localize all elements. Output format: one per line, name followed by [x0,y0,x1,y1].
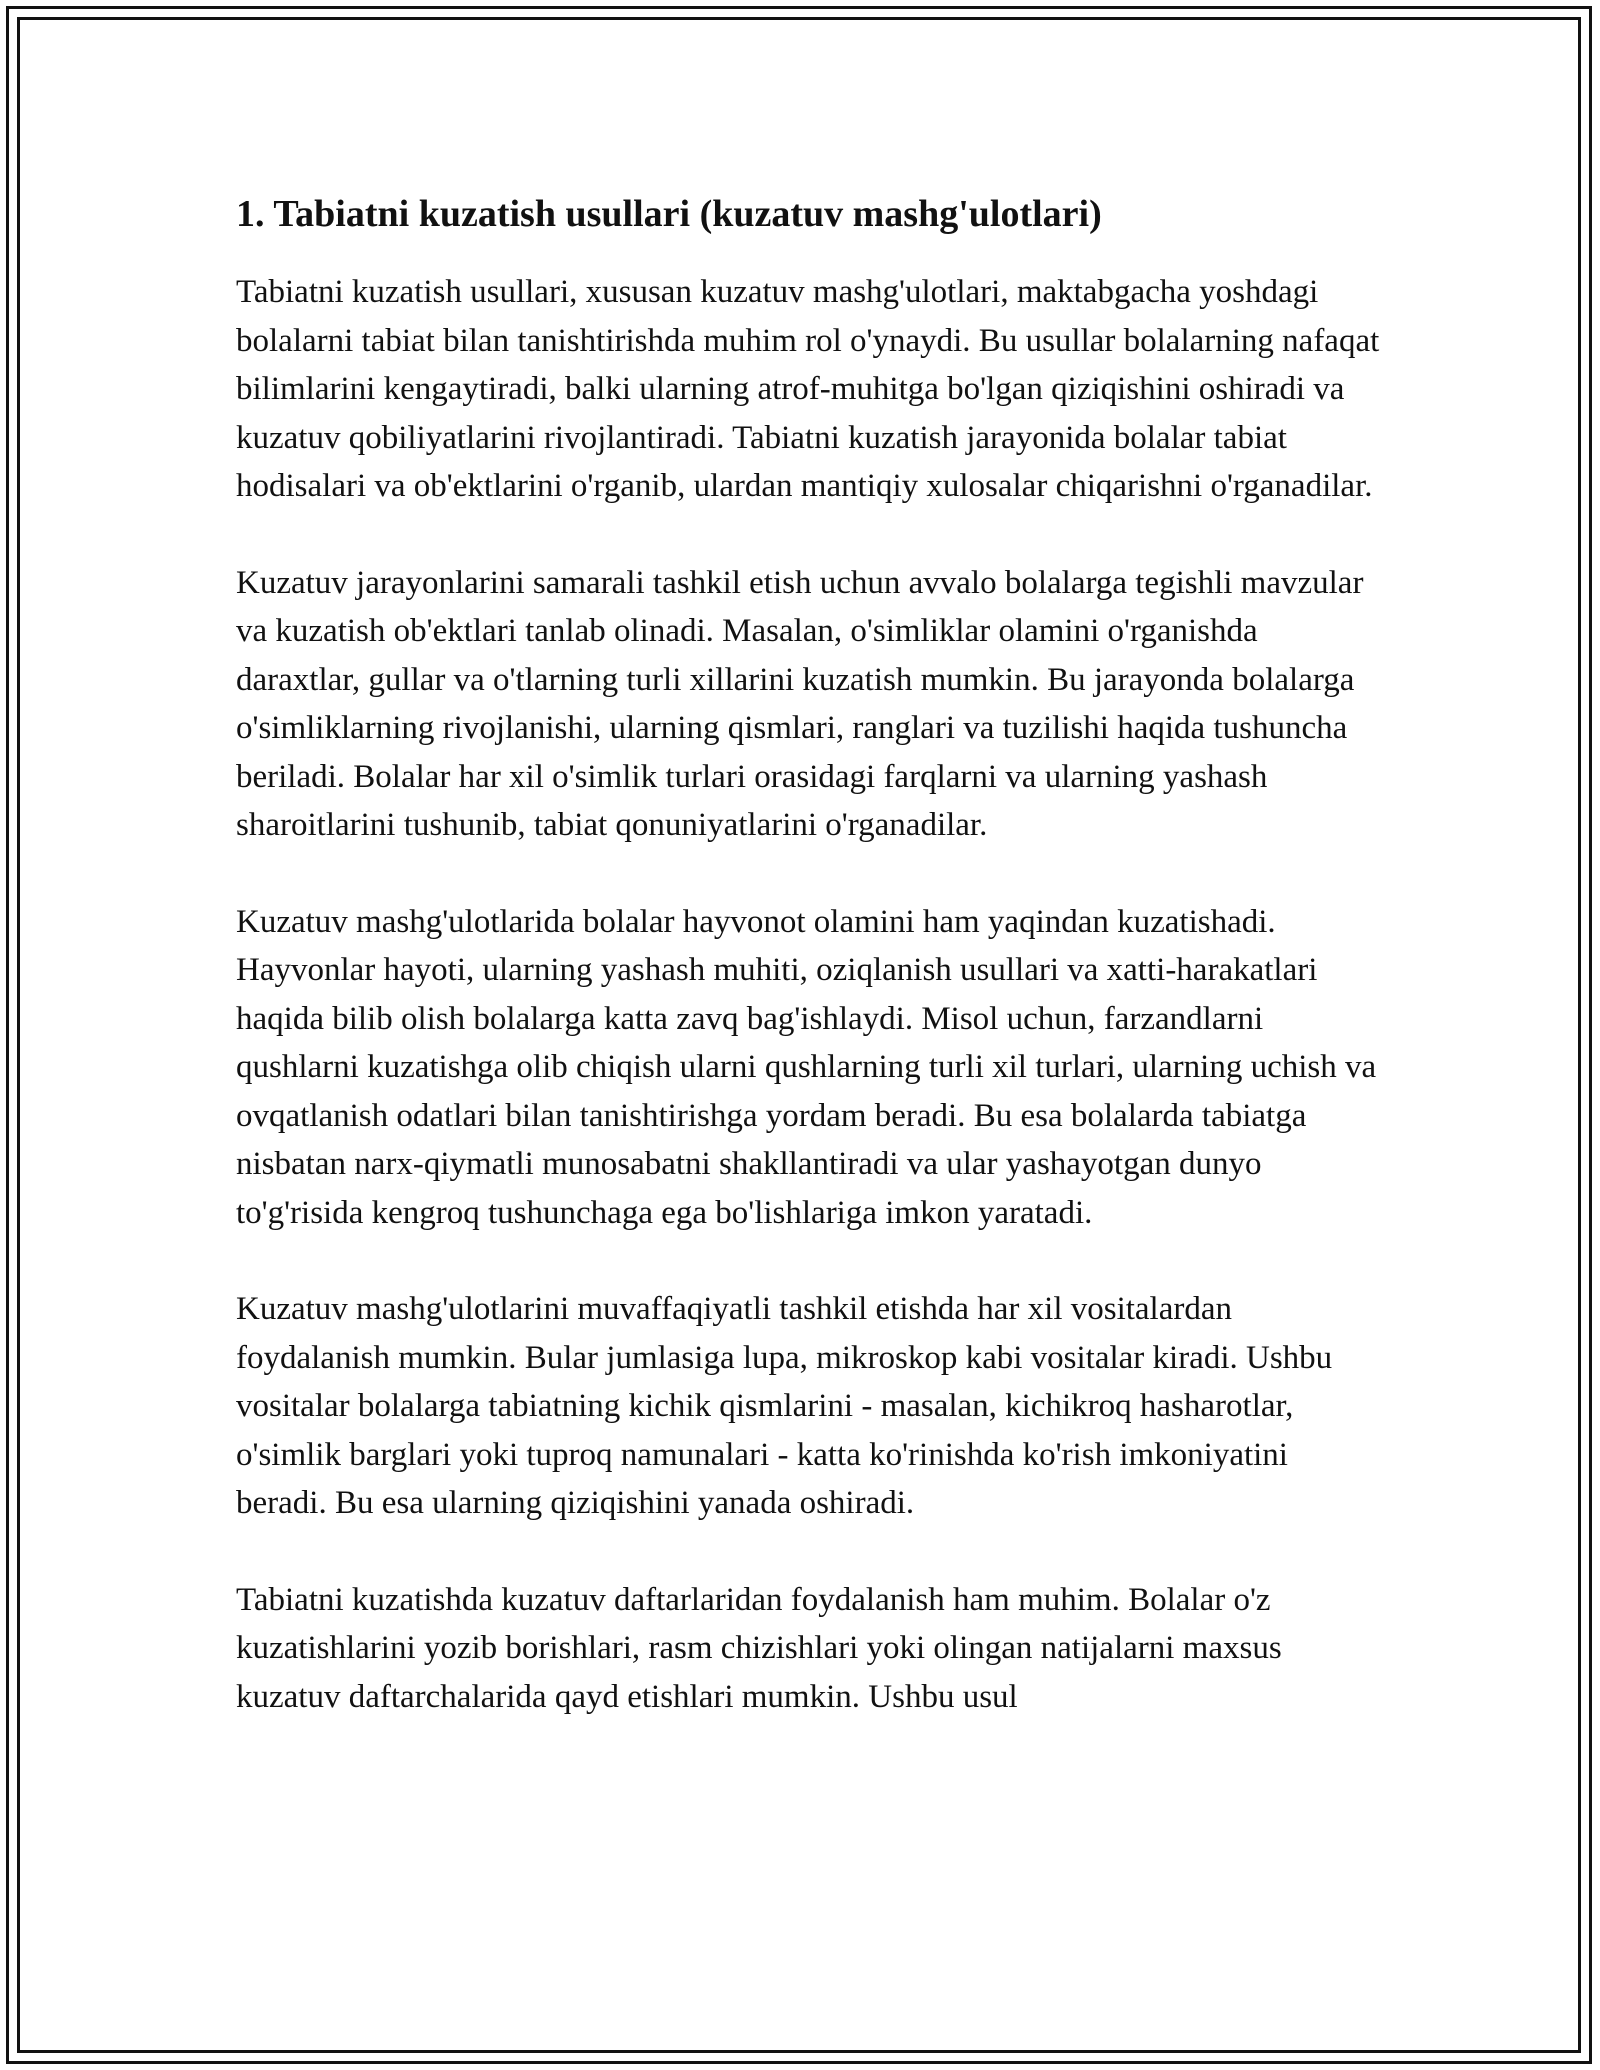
paragraph-3: Kuzatuv mashg'ulotlarida bolalar hayvonot olamini ham yaqindan kuzatishadi. Hayvonlar hayoti, ularning yashash muhiti, oziqlanish usullari va xatti-harakatlari haqida bilib olish bolalarga katta zavq bag'ishlaydi. Misol uchun, farzandlarni qushlarni kuzatishga olib chiqish ularni qushlarning turli xil turlari, ularning uchish va ovqatlanish odatlari bilan tanishtirishga yordam beradi. Bu esa bolalarda tabiatga nisbatan narx-qiymatli munosabatni shakllantiradi va ular yashayotgan dunyo to'g'risida kengroq tushunchaga ega bo'lishlariga imkon yaratadi. [236,903,1377,1231]
document-body [236,186,1386,1769]
paragraph-1: Tabiatni kuzatish usullari, xususan kuzatuv mashg'ulotlari, maktabgacha yoshdagi bolalarni tabiat bilan tanishtirishda muhim rol o'ynaydi. Bu usullar bolalarning nafaqat bilimlarini kengaytiradi, balki ularning atrof-muhitga bo'lgan qiziqishini oshiradi va kuzatuv qobiliyatlarini rivojlantiradi. Tabiatni kuzatish jarayonida bolalar tabiat hodisalari va ob'ektlarini o'rganib, ulardan mantiqiy xulosalar chiqarishni o'rganadilar. [236,274,1380,504]
paragraph-2: Kuzatuv jarayonlarini samarali tashkil etish uchun avvalo bolalarga tegishli mavzular va kuzatish ob'ektlari tanlab olinadi. Masalan, o'simliklar olamini o'rganishda daraxtlar, gullar va o'tlarning turli xillarini kuzatish mumkin. Bu jarayonda bolalarga o'simliklarning rivojlanishi, ularning qismlari, ranglari va tuzilishi haqida tushuncha beriladi. Bolalar har xil o'simlik turlari orasidagi farqlarni va ularning yashash sharoitlarini tushunib, tabiat qonuniyatlarini o'rganadilar. [236,564,1364,843]
paragraph-5: Tabiatni kuzatishda kuzatuv daftarlaridan foydalanish ham muhim. Bolalar o'z kuzatishlarini yozib borishlari, rasm chizishlari yoki olingan natijalarni maxsus kuzatuv daftarchalarida qayd etishlari mumkin. Ushbu usul [236,1581,1282,1715]
paragraph-4: Kuzatuv mashg'ulotlarini muvaffaqiyatli tashkil etishda har xil vositalardan foydalanish mumkin. Bular jumlasiga lupa, mikroskop kabi vositalar kiradi. Ushbu vositalar bolalarga tabiatning kichik qismlarini - masalan, kichikroq hasharotlar, o'simlik barglari yoki tuproq namunalari - katta ko'rinishda ko'rish imkoniyatini beradi. Bu esa ularning qiziqishini yanada oshiradi. [236,1291,1333,1521]
section-heading: 1. Tabiatni kuzatish usullari (kuzatuv mashg'ulotlari) [236,193,1102,235]
